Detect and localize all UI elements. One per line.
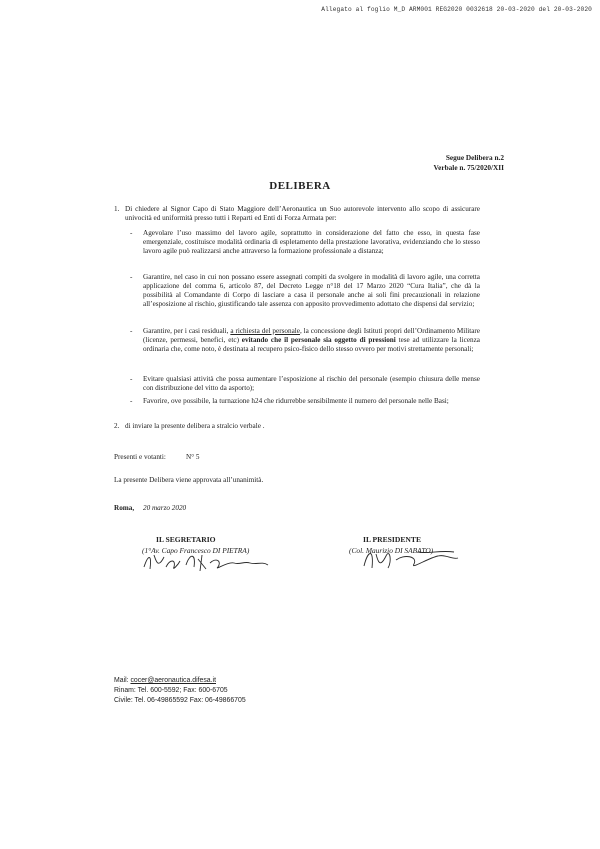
footer-civile: Civile: Tel. 06-49865592 Fax: 06-49866705: [114, 697, 246, 704]
item-2-text: di inviare la presente delibera a stralcio verbale .: [125, 422, 265, 430]
protocol-stamp: Allegato al foglio M_D ARM001 REG2020 0032618 20-03-2020 del 20-03-2020: [321, 6, 592, 13]
reference-delibera: Segue Delibera n.2: [445, 153, 504, 162]
bullet-4-dash: -: [130, 375, 133, 383]
bullet-2-dash: -: [130, 273, 133, 281]
bullet-5-text: Favorire, ove possibile, la turnazione h24 che ridurrebbe sensibilmente il numero del personale nelle Basi;: [143, 397, 449, 405]
president-role: IL PRESIDENTE: [363, 535, 422, 544]
bullet-3-text-c: tese ad utilizzare la licenza ordinaria che, come noto, è destinata al recupero psico-fisico dello stesso ovvero per motivi strettamente personali;: [143, 335, 480, 353]
bullet-3-underlined: a richiesta del personale: [230, 327, 300, 335]
secretary-name: (1°Av. Capo Francesco DI PIETRA): [142, 546, 250, 555]
document-title: DELIBERA: [269, 180, 331, 192]
item-1-text: Di chiedere al Signor Capo di Stato Maggiore dell’Aeronautica un Suo autorevole intervento allo scopo di assicurare univocità ed uniformità presso tutti i Reparti ed Enti di Forza Armata per:: [125, 205, 480, 222]
place: Roma,: [114, 504, 135, 512]
item-2-number: 2.: [114, 422, 120, 430]
secretary-role: IL SEGRETARIO: [156, 535, 216, 544]
bullet-3-bold: evitando che il personale sia oggetto di pressioni: [241, 335, 396, 344]
bullet-2-text: Garantire, nel caso in cui non possano essere assegnati compiti da svolgere in modalità di lavoro agile, una corretta applicazione del comma 6, articolo 87, del Decreto Legge n°18 del 17 Marzo 2020 “Cura Italia”, che dà la possibilità al Comandante di Corpo di lasciare a casa il personale anche ai soli fini precauzionali in relazione all’esposizione al rischio, giustificando tale assenza con apposito provvedimento adottato che dispensi dal servizio;: [143, 273, 480, 308]
attendance-label: Presenti e votanti:: [114, 453, 166, 461]
footer-mail: [114, 676, 216, 685]
reference-verbale: Verbale n. 75/2020/XII: [433, 163, 504, 172]
item-1-number: 1.: [114, 205, 120, 213]
president-signature: [358, 544, 473, 574]
president-name: (Col. Maurizio DI SABATO): [349, 546, 434, 555]
secretary-signature: [140, 547, 275, 575]
footer-mail-link[interactable]: cocer@aeronautica.difesa.it: [130, 677, 216, 684]
bullet-5-dash: -: [130, 397, 133, 405]
approval-statement: La presente Delibera viene approvata all’unanimità.: [114, 476, 264, 484]
date: 20 marzo 2020: [143, 504, 187, 512]
bullet-3-text-a: Garantire, per i casi residuali,: [143, 327, 231, 335]
bullet-3-text: [143, 327, 480, 354]
bullet-4-text: Evitare qualsiasi attività che possa aumentare l’esposizione al rischio del personale (esempio chiusura delle mense con distribuzione del vitto da asporto);: [143, 375, 480, 392]
footer-mail-label: Mail:: [114, 677, 131, 684]
bullet-1-dash: -: [130, 229, 133, 237]
attendance-value: N° 5: [186, 453, 200, 461]
bullet-3-text-b: , la concessione degli Istituti propri dell’Ordinamento Militare (licenze, permessi, benefici, etc): [143, 327, 480, 344]
bullet-3-dash: -: [130, 327, 133, 335]
bullet-1-text: Agevolare l’uso massimo del lavoro agile, soprattutto in considerazione del fatto che esso, in questa fase emergenziale, costituisce modalità ordinaria di espletamento della prestazione lavorativa, evidenziando che lo stesso lavoro agile può realizzarsi anche attraverso la formazione professionale a distanza;: [143, 229, 480, 255]
footer-rinam: Rinam: Tel. 600-5592; Fax: 600-6705: [114, 687, 228, 694]
